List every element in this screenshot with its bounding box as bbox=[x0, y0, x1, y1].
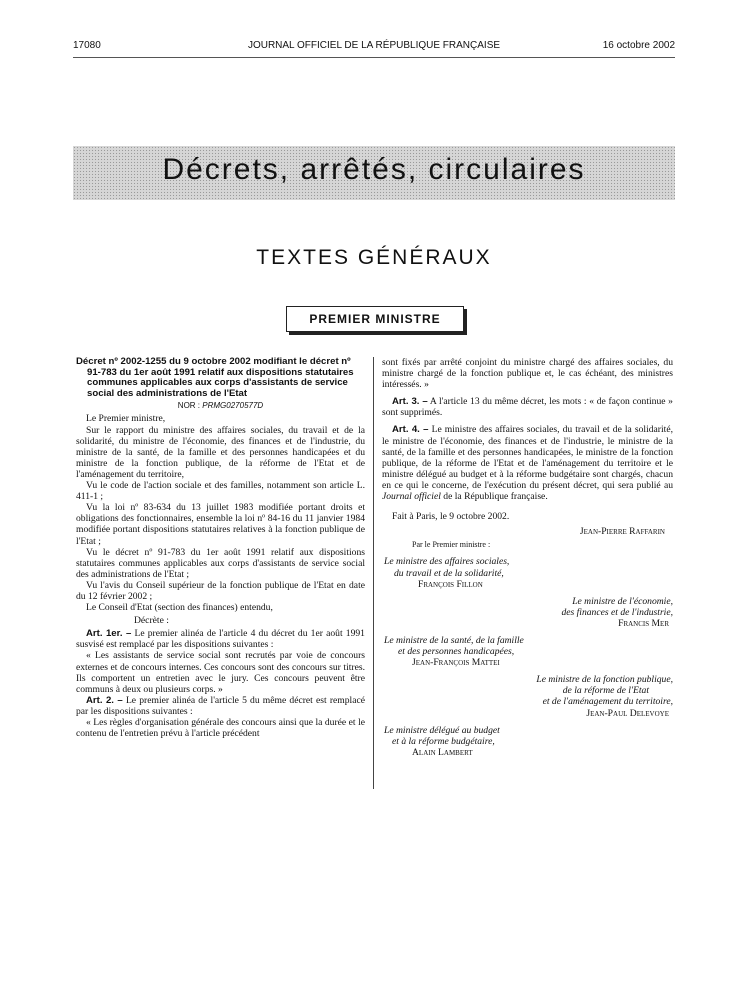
preamble-paragraph: Vu la loi nº 83-634 du 13 juillet 1983 modifiée portant droits et obligations des fonctionnaires, ensemble la loi nº 84-16 du 11 janvier 1984 modifiée portant dispositions statutaires relatives à la fonction publique de l'Etat ; bbox=[76, 502, 365, 547]
minister-signature bbox=[384, 725, 673, 758]
minister-title: et de l'aménagement du territoire, bbox=[542, 696, 673, 708]
preamble-paragraph: Vu l'avis du Conseil supérieur de la fonction publique de l'Etat en date du 12 février 2002 ; bbox=[76, 579, 365, 602]
preamble-paragraph: Vu le décret nº 91-783 du 1er août 1991 relatif aux dispositions statutaires communes applicables aux corps d'assistants de service social des administrations de l'Etat ; bbox=[76, 546, 365, 580]
section-banner bbox=[73, 146, 675, 200]
article-3-text: A l'article 13 du même décret, les mots : « de façon continue » sont supprimés. bbox=[382, 396, 673, 419]
journal-officiel-ref: Journal officiel bbox=[382, 491, 441, 503]
minister-title: et à la réforme budgétaire, bbox=[392, 735, 495, 747]
minister-signature bbox=[384, 635, 673, 668]
preamble-paragraph: Le Conseil d'Etat (section des finances) entendu, bbox=[86, 602, 273, 614]
column-divider bbox=[373, 357, 374, 789]
signatory-prime-minister: Jean-Pierre Raffarin bbox=[579, 526, 665, 538]
preamble-paragraph: Vu le code de l'action sociale et des familles, notamment son article L. 411-1 ; bbox=[76, 480, 365, 503]
minister-name: Francis Mer bbox=[618, 617, 669, 629]
article-4-label: Art. 4. – bbox=[392, 424, 429, 436]
preamble-paragraph: Sur le rapport du ministre des affaires sociales, du travail et de la solidarité, du ministre de l'économie, des finances et de l'industrie, du ministre de la santé, de la famille et des personnes handicapées et du ministre de la fonction publique, de la réforme de l'Etat et de l'aménagement du territoire, bbox=[76, 424, 365, 480]
issue-date: 16 octobre 2002 bbox=[602, 40, 675, 51]
par-le-premier-ministre: Par le Premier ministre : bbox=[412, 540, 491, 550]
minister-signature bbox=[382, 674, 673, 718]
minister-signature bbox=[384, 556, 673, 589]
minister-title: de la réforme de l'Etat bbox=[562, 685, 649, 697]
article-2-quote: « Les règles d'organisation générale des concours ainsi que la durée et le contenu de l'entretien prévu à l'article précédent bbox=[76, 717, 365, 740]
article-1-label: Art. 1er. – bbox=[86, 628, 132, 640]
preamble-paragraph: Le Premier ministre, bbox=[86, 413, 166, 425]
article-1-text: Le premier alinéa de l'article 4 du décret du 1er août 1991 susvisé est remplacé par les dispositions suivantes : bbox=[76, 628, 365, 651]
section-heading: TEXTES GÉNÉRAUX bbox=[256, 246, 492, 269]
article-3-label: Art. 3. – bbox=[392, 396, 428, 408]
minister-name: François Fillon bbox=[418, 578, 483, 590]
minister-title: Le ministre de la fonction publique, bbox=[536, 674, 673, 686]
nor-reference bbox=[76, 400, 365, 411]
minister-title: Le ministre des affaires sociales, bbox=[384, 556, 510, 568]
ministry-box: PREMIER MINISTRE bbox=[286, 306, 464, 332]
page-header bbox=[73, 40, 675, 54]
article-4 bbox=[382, 424, 673, 502]
nor-code: PRMG0270577D bbox=[202, 401, 264, 411]
minister-name: Jean-François Mattei bbox=[412, 657, 500, 669]
minister-title: Le ministre délégué au budget bbox=[384, 724, 500, 736]
right-column bbox=[382, 357, 673, 758]
page-number: 17080 bbox=[73, 40, 101, 51]
decree-title: Décret nº 2002-1255 du 9 octobre 2002 modifiant le décret nº 91-783 du 1er août 1991 relatif aux dispositions statutaires communes applicables aux corps d'assistants de service social des administrations de l'Etat bbox=[76, 356, 354, 399]
minister-title: Le ministre de la santé, de la famille bbox=[384, 634, 524, 646]
nor-label: NOR : bbox=[177, 401, 201, 411]
signature-place-date: Fait à Paris, le 9 octobre 2002. bbox=[392, 511, 510, 523]
article-2-text: Le premier alinéa de l'article 5 du même décret est remplacé par les dispositions suivantes : bbox=[76, 694, 366, 717]
article-2-label: Art. 2. – bbox=[86, 694, 123, 706]
article-1-quote: « Les assistants de service social sont recrutés par voie de concours externes et de concours internes. Ces concours sont des concours sur titres. Ils comportent un entretien avec le jury. Ces concours peuvent être communs à deux ou plusieurs corps. » bbox=[76, 650, 365, 695]
article-2-quote-continued: sont fixés par arrêté conjoint du ministre chargé des affaires sociales, du ministre chargé de la fonction publique et, le cas échéant, des ministres intéressés. » bbox=[382, 357, 673, 391]
minister-title: du travail et de la solidarité, bbox=[394, 567, 504, 579]
minister-signature bbox=[382, 596, 673, 629]
banner-title: Décrets, arrêtés, circulaires bbox=[162, 153, 586, 186]
article-3 bbox=[382, 396, 673, 418]
article-4-text: Le ministre des affaires sociales, du travail et de la solidarité, le ministre de l'économie, des finances et de l'industrie, le ministre de la santé, de la famille et des personnes handicapées, le ministre de la fonction publique, de la réforme de l'Etat et de l'aménagement du territoire et le ministre délégué au budget et à la réforme budgétaire sont chargés, chacun en ce qui le concerne, de l'exécution du présent décret, qui sera publié au bbox=[382, 424, 673, 491]
minister-title: des finances et de l'industrie, bbox=[561, 606, 673, 618]
minister-name: Alain Lambert bbox=[412, 746, 473, 758]
left-column bbox=[76, 357, 365, 739]
article-1 bbox=[76, 628, 365, 650]
decrete: Décrète : bbox=[134, 615, 169, 627]
journal-title: JOURNAL OFFICIEL DE LA RÉPUBLIQUE FRANÇAISE bbox=[247, 40, 501, 51]
header-rule bbox=[73, 57, 675, 58]
minister-title: et des personnes handicapées, bbox=[398, 646, 515, 658]
minister-name: Jean-Paul Delevoye bbox=[586, 707, 669, 719]
article-2 bbox=[76, 695, 365, 717]
article-4-end: de la République française. bbox=[443, 491, 548, 503]
minister-title: Le ministre de l'économie, bbox=[572, 595, 673, 607]
